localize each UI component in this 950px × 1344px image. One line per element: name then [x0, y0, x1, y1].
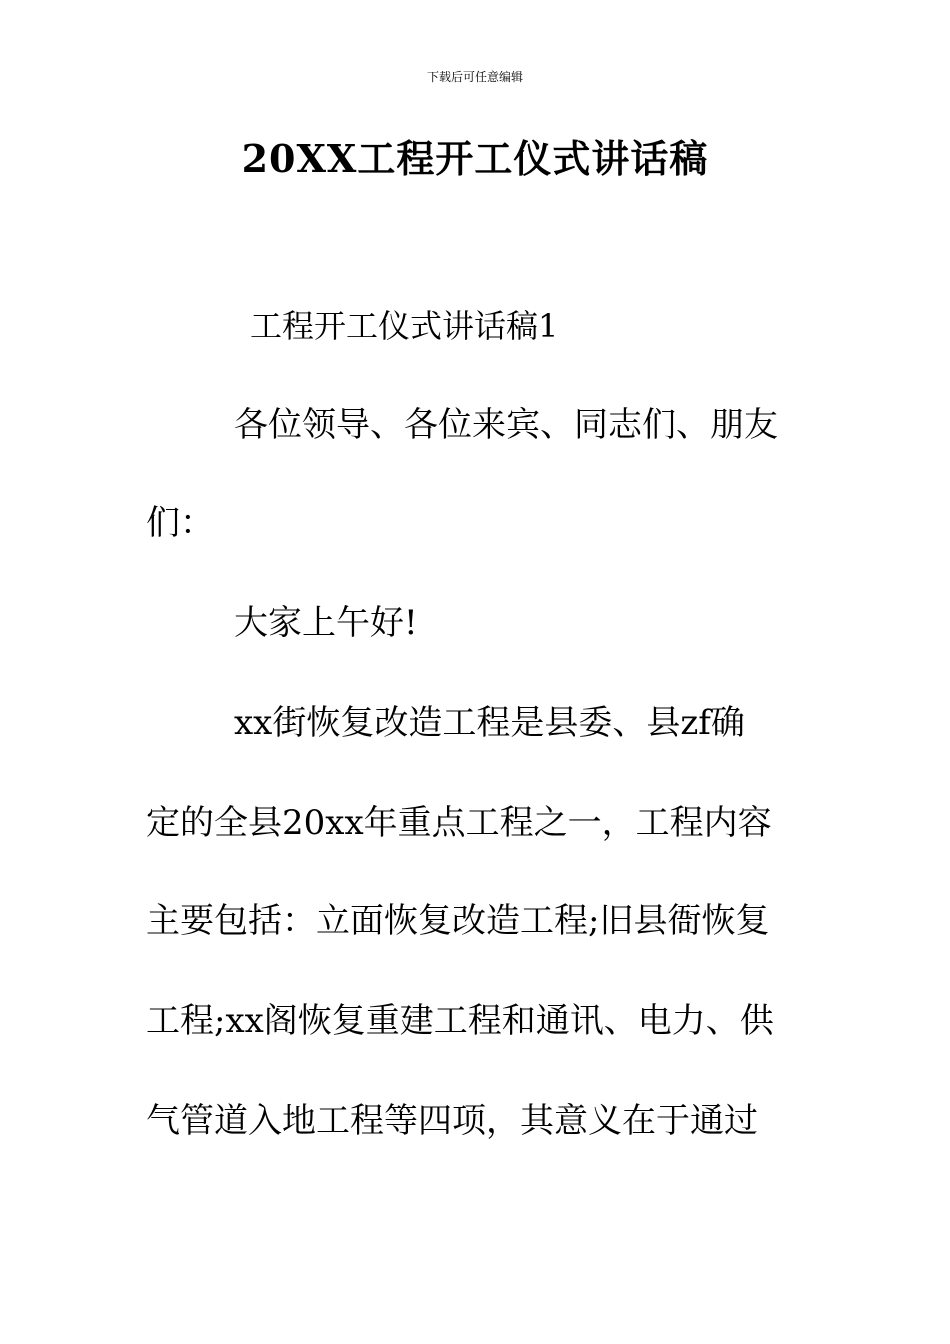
paragraph-line: 定的全县20xx年重点工程之一，工程内容	[146, 803, 772, 843]
header-note: 下载后可任意编辑	[426, 70, 523, 84]
section-heading: 工程开工仪式讲话稿1	[250, 307, 559, 345]
paragraph-line: 气管道入地工程等四项，其意义在于通过	[146, 1101, 758, 1141]
document-title: 20XX工程开工仪式讲话稿	[241, 136, 709, 181]
paragraph-line: 工程;xx阁恢复重建工程和通讯、电力、供	[146, 1001, 774, 1041]
paragraph-line: 们：	[146, 503, 214, 543]
paragraph-line: 主要包括：立面恢复改造工程;旧县衙恢复	[146, 901, 770, 941]
paragraph-line: 各位领导、各位来宾、同志们、朋友	[234, 405, 778, 445]
paragraph-line: xx街恢复改造工程是县委、县zf确	[234, 703, 745, 743]
paragraph-line: 大家上午好!	[234, 603, 418, 643]
